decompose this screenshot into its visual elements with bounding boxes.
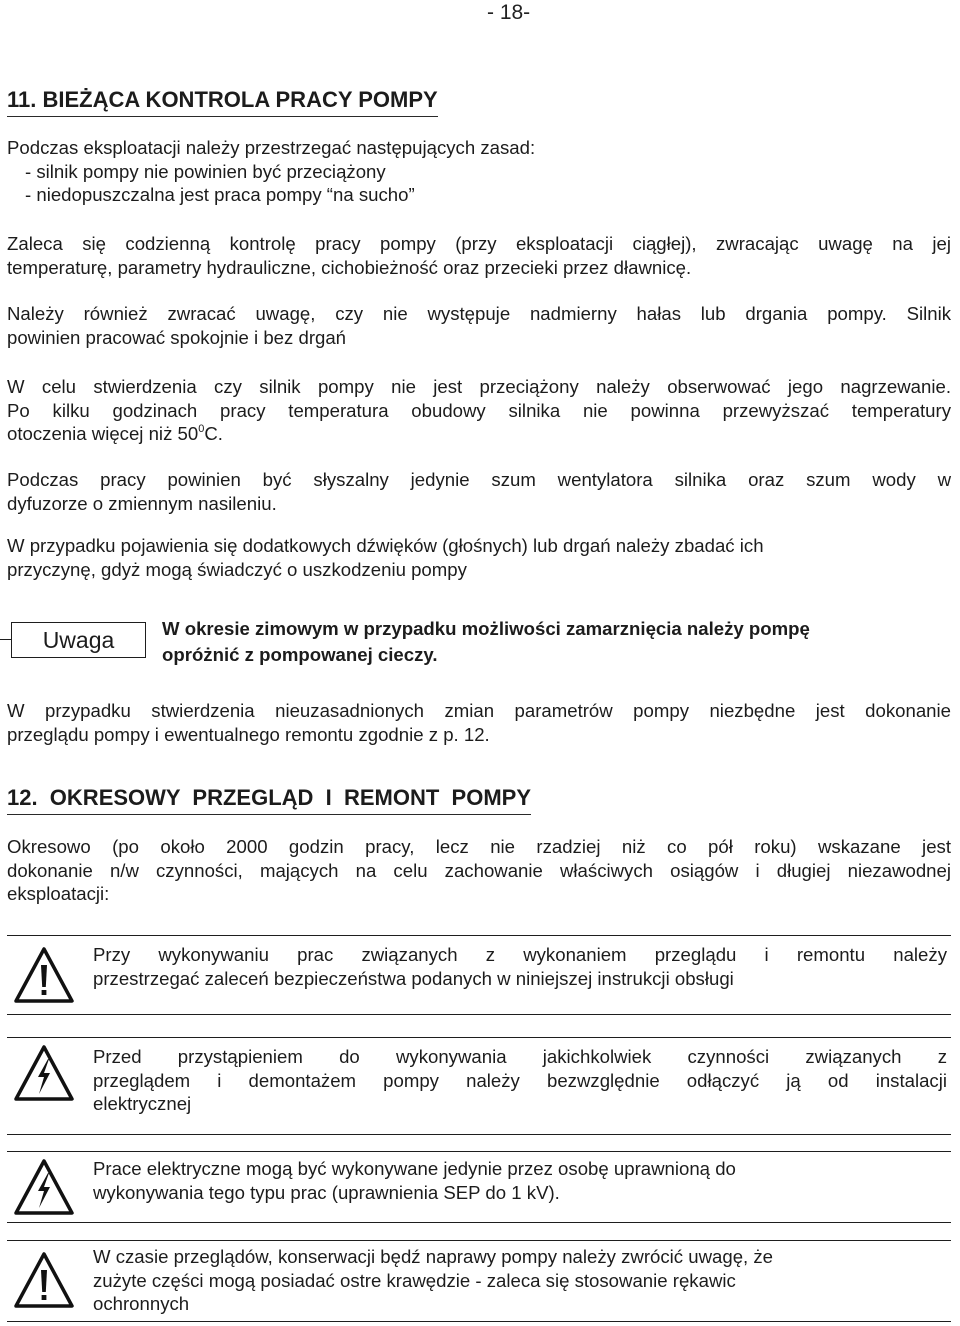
additional-sounds-paragraph (7, 534, 951, 581)
notice-label-box: Uwaga (11, 622, 146, 658)
paragraph-line: przeglądu pompy i ewentualnego remontu zgodnie z p. 12. (7, 723, 490, 745)
section-11-intro-block (7, 136, 951, 207)
notice-connector-line (0, 639, 11, 640)
paragraph-line: W celu stwierdzenia czy silnik pompy nie jest przeciążony należy obserwować jego nagrzewanie. (7, 376, 951, 397)
paragraph-line: Podczas pracy powinien być słyszalny jedynie szum wentylatora silnika oraz szum wody w (7, 469, 951, 490)
warning-line: W czasie przeglądów, konserwacji będź naprawy pompy należy zwrócić uwagę, że (93, 1246, 774, 1267)
warning-line: elektrycznej (93, 1093, 192, 1115)
daily-control-paragraph (7, 232, 951, 279)
noise-vibration-paragraph (7, 302, 951, 349)
warning-row (7, 935, 951, 1015)
warning-row (7, 1240, 951, 1322)
warning-line: Prace elektryczne mogą być wykonywane jedynie przez osobę uprawnioną do (93, 1158, 736, 1179)
paragraph-line: W przypadku stwierdzenia nieuzasadnionych zmian parametrów pompy niezbędne jest dokonanie (7, 700, 951, 721)
warning-line: Przy wykonywaniu prac związanych z wykonaniem przeglądu i remontu należy (93, 944, 947, 965)
warning-text (93, 1045, 947, 1116)
warning-line: zużyte części mogą posiadać ostre krawędzie - zaleca się stosowanie rękawic (93, 1269, 736, 1291)
paragraph-line-temperature (7, 422, 951, 446)
paragraph-line: Okresowo (po około 2000 godzin pracy, lecz nie rzadziej niż co pół roku) wskazane jest (7, 836, 951, 857)
fan-noise-paragraph (7, 468, 951, 515)
section-11-heading: 11. BIEŻĄCA KONTROLA PRACY POMPY (7, 87, 438, 117)
paragraph-line: W przypadku pojawienia się dodatkowych dźwięków (głośnych) lub drgań należy zbadać ich (7, 535, 764, 556)
warning-row (7, 1037, 951, 1135)
paragraph-line: dokonanie n/w czynności, mających na celu zachowanie właściwych osiągów i długiej niezawodnej (7, 859, 951, 881)
paragraph-line: dyfuzorze o zmiennym nasileniu. (7, 492, 277, 514)
paragraph-line: eksploatacji: (7, 883, 110, 905)
warning-line: Przed przystąpieniem do wykonywania jakichkolwiek czynności związanych z (93, 1046, 947, 1067)
paragraph-line: Należy również zwracać uwagę, czy nie występuje nadmierny hałas lub drgania pompy. Silnik (7, 303, 951, 324)
electric-shock-warning-icon (13, 1044, 75, 1102)
temperature-text: otoczenia więcej niż 50 (7, 423, 199, 445)
temperature-unit: C. (204, 423, 223, 445)
exclamation-warning-icon (13, 1251, 75, 1309)
paragraph-line: powinien pracować spokojnie i bez drgań (7, 326, 347, 348)
warning-line: ochronnych (93, 1293, 190, 1315)
paragraph-line: Zaleca się codzienną kontrolę pracy pompy (przy eksploatacji ciągłej), zwracając uwagę na jej (7, 233, 951, 254)
rule-item: - silnik pompy nie powinien być przeciążony (25, 160, 386, 182)
paragraph-line: przyczynę, gdyż mogą świadczyć o uszkodzeniu pompy (7, 558, 467, 580)
overload-paragraph (7, 375, 951, 446)
notice-line: W okresie zimowym w przypadku możliwości zamarznięcia należy pompę (162, 618, 810, 639)
page-number: - 18- (487, 1, 531, 24)
rule-item: - niedopuszczalna jest praca pompy “na sucho” (25, 184, 415, 206)
notice-line: opróżnić z pompowanej cieczy. (162, 644, 438, 665)
electric-shock-warning-icon (13, 1158, 75, 1216)
paragraph-line: temperaturę, parametry hydrauliczne, cichobieżność oraz przecieki przez dławnicę. (7, 256, 692, 278)
warning-text (93, 1157, 947, 1204)
warning-text (93, 1245, 947, 1316)
section-12-heading: 12. OKRESOWY PRZEGLĄD I REMONT POMPY (7, 785, 531, 815)
exclamation-warning-icon (13, 946, 75, 1004)
warning-text (93, 943, 947, 990)
warning-line: przestrzegać zaleceń bezpieczeństwa podanych w niniejszej instrukcji obsługi (93, 967, 734, 989)
repair-referral-paragraph (7, 699, 951, 746)
section-12-intro (7, 835, 951, 906)
paragraph-line: Po kilku godzinach pracy temperatura obudowy silnika nie powinna przewyższać temperatury (7, 399, 951, 421)
degree-sup: 0 (198, 423, 205, 435)
winter-notice-text (162, 616, 922, 668)
warning-line: wykonywania tego typu prac (uprawnienia SEP do 1 kV). (93, 1181, 560, 1203)
warning-row (7, 1151, 951, 1223)
warning-line: przeglądem i demontażem pompy należy bezwzględnie odłączyć ją od instalacji (93, 1069, 947, 1091)
section-11-intro: Podczas eksploatacji należy przestrzegać następujących zasad: (7, 137, 536, 158)
